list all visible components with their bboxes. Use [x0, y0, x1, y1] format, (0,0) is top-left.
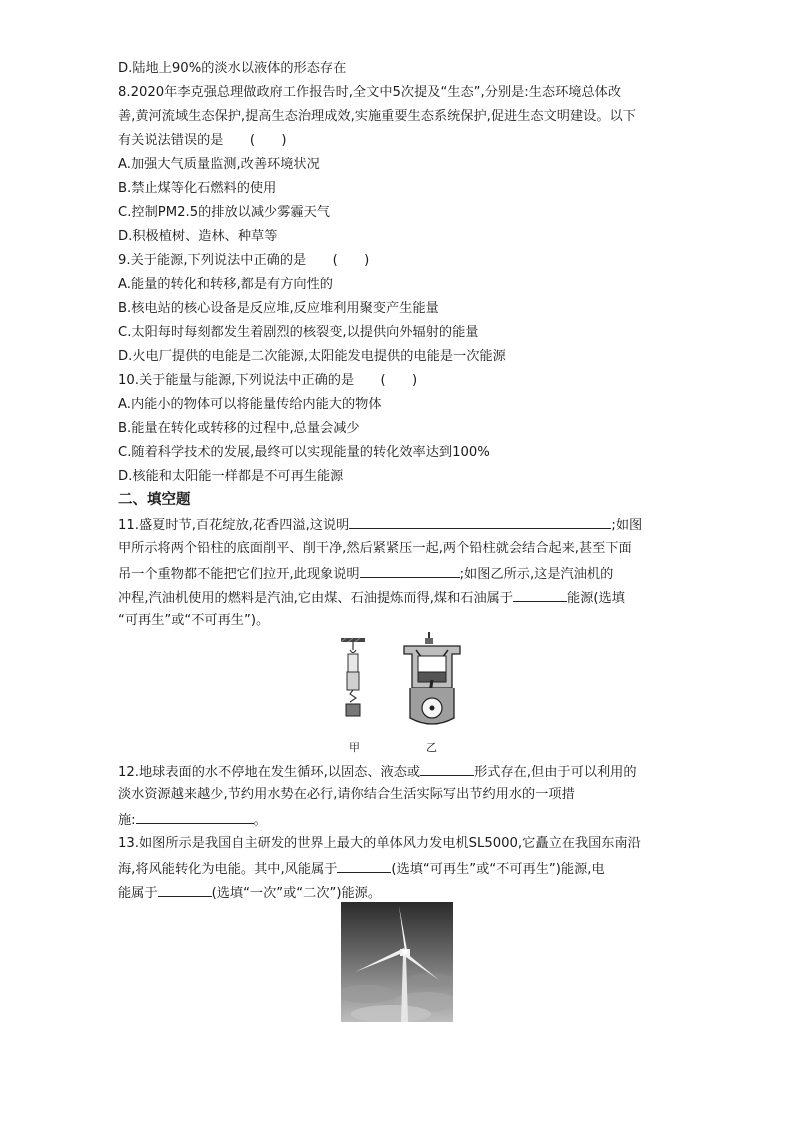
text: (选填“可再生”或“不可再生”)能源,电: [391, 862, 605, 877]
option-line: D.核能和太阳能一样都是不可再生能源: [118, 469, 344, 484]
option-line: A.内能小的物体可以将能量传给内能大的物体: [118, 397, 382, 412]
figure-label-b: 乙: [426, 741, 437, 754]
question-11-line: [118, 563, 613, 585]
question-11-line: 甲所示将两个铅柱的底面削平、削干净,然后紧紧压一起,两个铅柱就会结合起来,甚至下面: [118, 541, 632, 556]
option-line: B.能量在转化或转移的过程中,总量会减少: [118, 421, 360, 436]
section-title: 二、填空题: [118, 492, 191, 508]
figure-label-a: 甲: [349, 741, 360, 754]
question-9-line: 9.关于能源,下列说法中正确的是 ( ): [118, 253, 370, 268]
text: ;如图乙所示,这是汽油机的: [459, 567, 614, 582]
option-line: C.控制PM2.5的排放以减少雾霾天气: [118, 205, 330, 220]
text: 施:: [118, 813, 136, 828]
option-line: D.火电厂提供的电能是二次能源,太阳能发电提供的电能是一次能源: [118, 349, 506, 364]
answer-blank[interactable]: [158, 882, 212, 897]
question-8-line: 善,黄河流域生态保护,提高生态治理成效,实施重要生态系统保护,促进生态文明建设。以下: [118, 109, 636, 124]
text: 形式存在,但由于可以利用的: [474, 765, 637, 780]
question-12-line: [118, 809, 267, 831]
question-8-line: 有关说法错误的是 ( ): [118, 133, 287, 148]
lead-cylinder-figure: [338, 636, 368, 720]
answer-blank[interactable]: [136, 809, 254, 824]
question-13-line: [118, 858, 605, 880]
text: ;如图: [611, 518, 643, 533]
answer-blank[interactable]: [349, 514, 611, 529]
text: 能属于: [118, 886, 158, 901]
question-13-line: [118, 882, 381, 904]
question-8-line: 8.2020年李克强总理做政府工作报告时,全文中5次提及“生态”,分别是:生态环境总体改: [118, 85, 622, 100]
option-line: A.能量的转化和转移,都是有方向性的: [118, 277, 333, 292]
question-10-line: 10.关于能量与能源,下列说法中正确的是 ( ): [118, 373, 418, 388]
engine-cylinder-figure: [400, 632, 464, 728]
option-line: C.太阳每时每刻都发生着剧烈的核裂变,以提供向外辐射的能量: [118, 325, 479, 340]
answer-blank[interactable]: [513, 587, 567, 602]
option-line: D.积极植树、造林、种草等: [118, 229, 278, 244]
wind-turbine-photo: [341, 902, 453, 1022]
option-line: A.加强大气质量监测,改善环境状况: [118, 157, 320, 172]
option-line: B.核电站的核心设备是反应堆,反应堆利用聚变产生能量: [118, 301, 439, 316]
text: 12.地球表面的水不停地在发生循环,以固态、液态或: [118, 765, 421, 780]
answer-blank[interactable]: [420, 761, 474, 776]
question-12-line: [118, 761, 637, 783]
text: 冲程,汽油机使用的燃料是汽油,它由煤、石油提炼而得,煤和石油属于: [118, 591, 514, 606]
text: 能源(选填: [567, 591, 625, 606]
option-line: B.禁止煤等化石燃料的使用: [118, 181, 277, 196]
answer-blank[interactable]: [360, 563, 460, 578]
text-line: D.陆地上90%的淡水以液体的形态存在: [118, 61, 347, 76]
question-12-line: 淡水资源越来越少,节约用水势在必行,请你结合生活实际写出节约用水的一项措: [118, 787, 575, 802]
text: 海,将风能转化为电能。其中,风能属于: [118, 862, 338, 877]
answer-blank[interactable]: [337, 858, 391, 873]
text: (选填“一次”或“二次”)能源。: [211, 886, 382, 901]
text: 吊一个重物都不能把它们拉开,此现象说明: [118, 567, 360, 582]
question-11-line: [118, 587, 625, 609]
question-11-line: [118, 514, 642, 536]
text: 。: [253, 813, 267, 828]
question-11-line: “可再生”或“不可再生”)。: [118, 613, 270, 628]
question-13-line: 13.如图所示是我国自主研发的世界上最大的单体风力发电机SL5000,它矗立在我国东南沿: [118, 836, 641, 851]
text: 11.盛夏时节,百花绽放,花香四溢,这说明: [118, 518, 350, 533]
option-line: C.随着科学技术的发展,最终可以实现能量的转化效率达到100%: [118, 445, 490, 460]
